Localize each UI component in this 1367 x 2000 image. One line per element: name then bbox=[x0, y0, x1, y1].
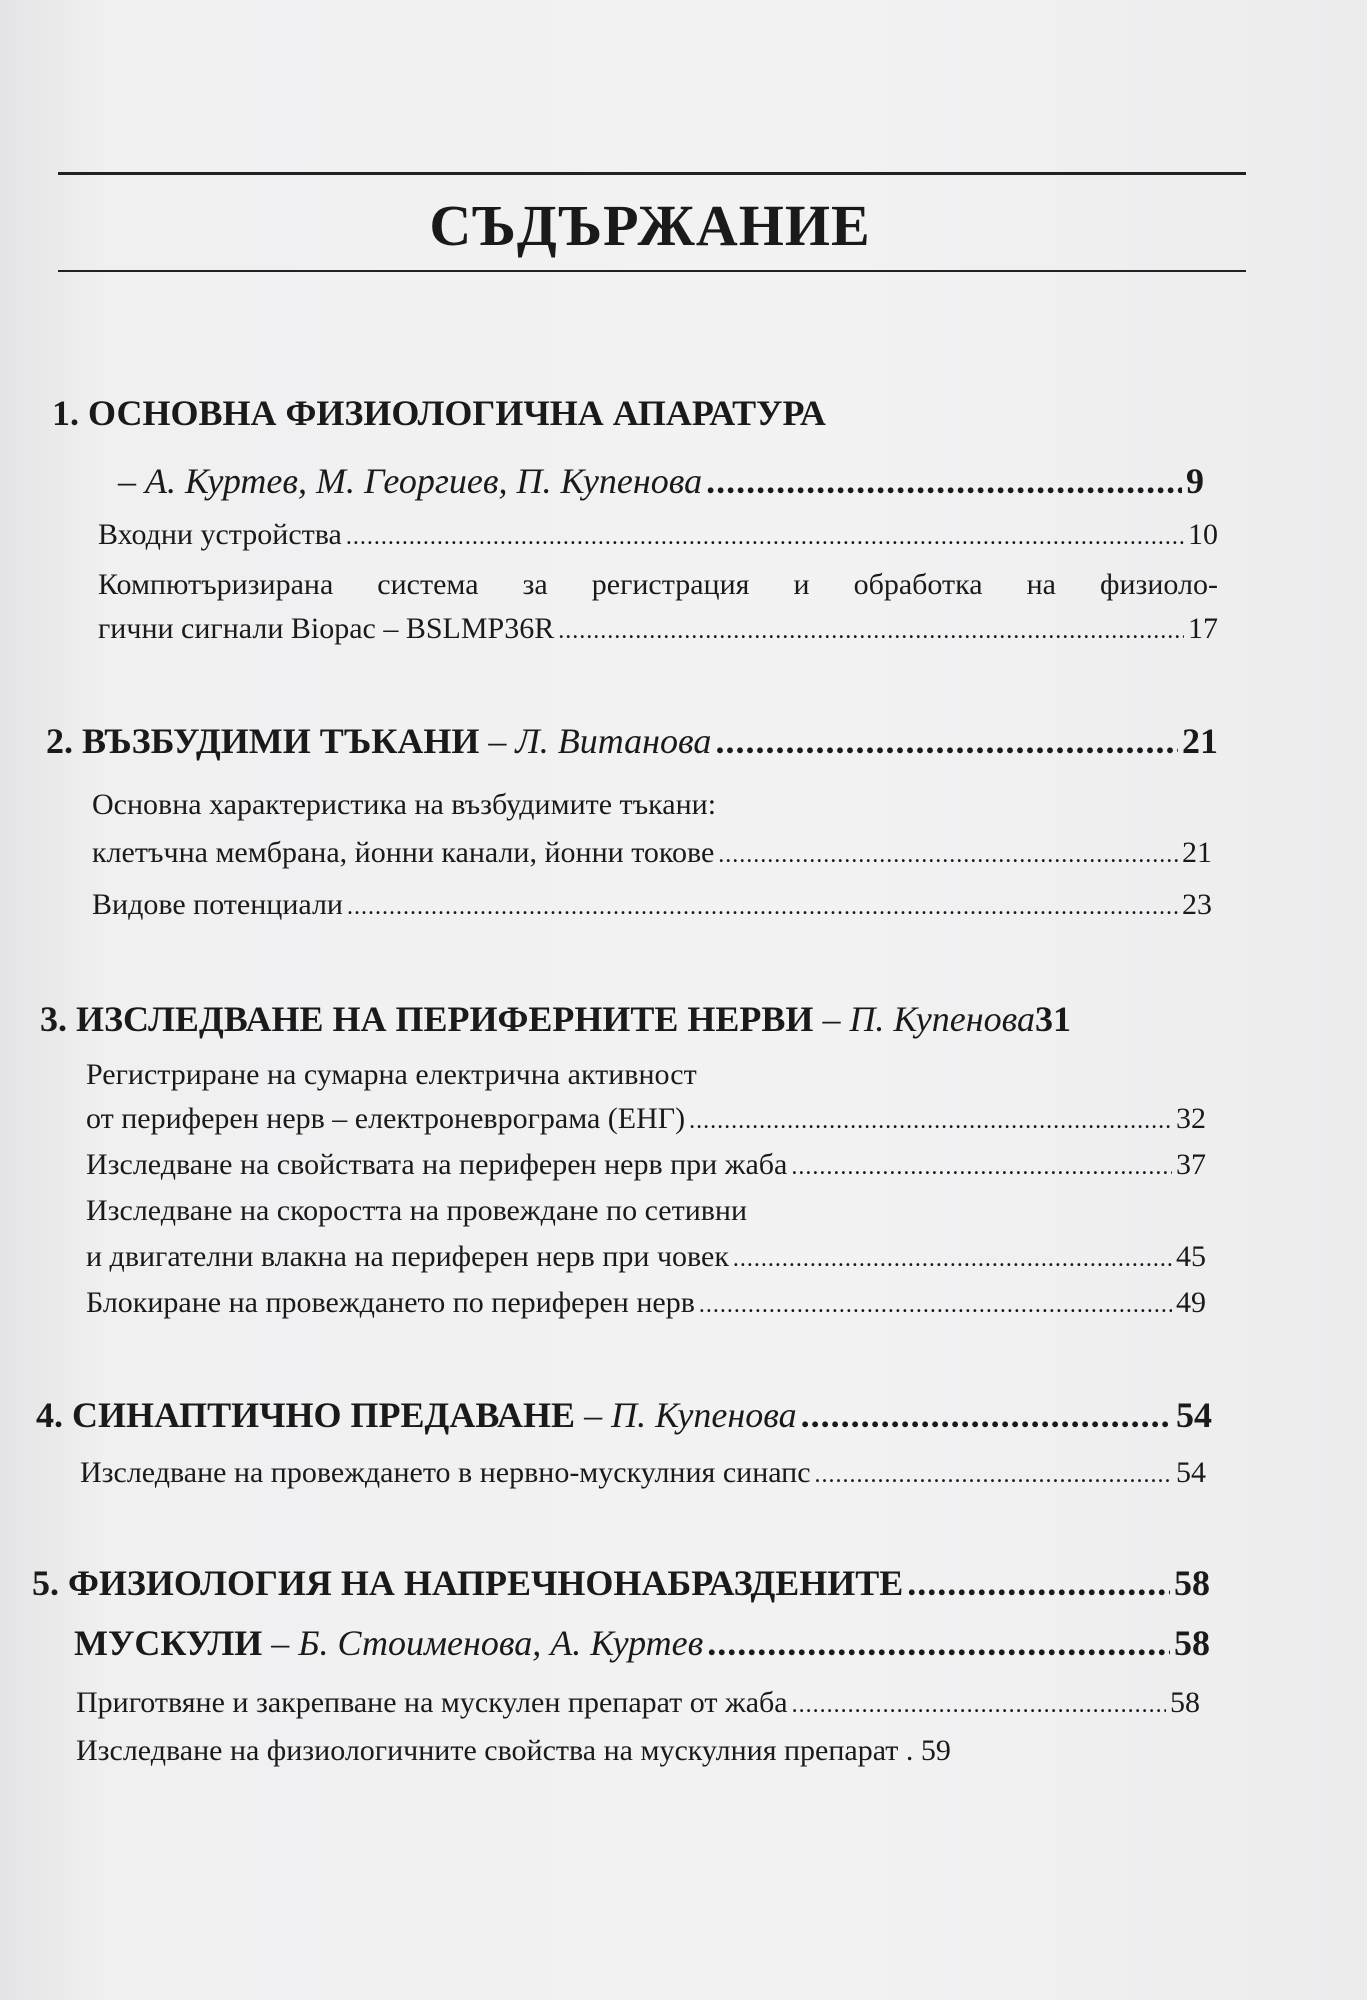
item-text: Изследване на провеждането в нервно-мускулния синапс bbox=[80, 1456, 811, 1489]
dot-leader bbox=[346, 524, 1184, 551]
dot-leader bbox=[733, 1246, 1172, 1273]
section-authors: – П. Купенова bbox=[584, 1395, 797, 1435]
dot-leader bbox=[715, 720, 1178, 762]
toc-item bbox=[80, 1456, 1206, 1490]
toc-item bbox=[92, 888, 1212, 922]
item-page: 10 bbox=[1188, 518, 1218, 551]
toc-item bbox=[86, 1286, 1206, 1320]
toc-item bbox=[92, 836, 1212, 870]
item-text: Видове потенциали bbox=[92, 888, 343, 921]
dot-leader bbox=[907, 1562, 1170, 1604]
toc-item bbox=[76, 1686, 1200, 1720]
title-rule-bottom bbox=[58, 270, 1246, 272]
item-text: Компютъризирана система за регистрация и обработка на физиоло- bbox=[98, 568, 1218, 601]
item-text: Приготвяне и закрепване на мускулен препарат от жаба bbox=[76, 1686, 788, 1719]
dot-leader bbox=[689, 1108, 1172, 1135]
section-heading: ИЗСЛЕДВАНЕ НА ПЕРИФЕРНИТЕ НЕРВИ bbox=[76, 999, 814, 1039]
item-text: Блокиране на провеждането по периферен нерв bbox=[86, 1286, 695, 1319]
dot-leader bbox=[792, 1692, 1166, 1719]
dot-leader bbox=[699, 1292, 1172, 1319]
toc-item bbox=[98, 518, 1218, 552]
dot-leader bbox=[815, 1462, 1172, 1489]
section-authors: – Б. Стоименова, А. Куртев bbox=[271, 1623, 704, 1663]
dot-leader bbox=[801, 1394, 1172, 1436]
item-text: Изследване на скоростта на провеждане по сетивни bbox=[86, 1194, 748, 1227]
section-number: 2. bbox=[46, 721, 73, 761]
item-text: и двигателни влакна на периферен нерв при човек bbox=[86, 1240, 729, 1273]
item-page: 17 bbox=[1188, 612, 1218, 645]
title-rule-top bbox=[58, 172, 1246, 175]
item-page: 59 bbox=[920, 1734, 951, 1767]
item-text: Входни устройства bbox=[98, 518, 342, 551]
item-text: Основна характеристика на възбудимите тъкани: bbox=[92, 788, 717, 821]
section-authors: – П. Купенова bbox=[822, 999, 1035, 1039]
section-page: 54 bbox=[1176, 1395, 1212, 1435]
toc-section-1-authors-line bbox=[118, 460, 1204, 502]
item-page: 21 bbox=[1182, 836, 1212, 869]
item-page: 49 bbox=[1176, 1286, 1206, 1319]
item-page: 32 bbox=[1176, 1102, 1206, 1135]
item-text: гични сигнали Biopac – BSLMP36R bbox=[98, 612, 555, 645]
toc-item: Изследване на физиологичните свойства на мускулния препарат . 59 bbox=[76, 1734, 951, 1767]
toc-item-line1 bbox=[98, 568, 1218, 602]
section-heading: ФИЗИОЛОГИЯ НА НАПРЕЧНОНАБРАЗДЕНИТЕ bbox=[68, 1563, 904, 1603]
item-text: клетъчна мембрана, йонни канали, йонни токове bbox=[92, 836, 715, 869]
section-page: 21 bbox=[1182, 721, 1218, 761]
toc-item-line1 bbox=[86, 1194, 1206, 1228]
item-text: Изследване на свойствата на периферен нерв при жаба bbox=[86, 1148, 788, 1181]
item-text: Регистриране на сумарна електрична активност bbox=[86, 1058, 697, 1091]
section-heading: ОСНОВНА ФИЗИОЛОГИЧНА АПАРАТУРА bbox=[88, 393, 826, 433]
toc-item-line1 bbox=[92, 788, 1212, 822]
item-page: 23 bbox=[1182, 888, 1212, 921]
section-authors: – Л. Витанова bbox=[488, 721, 712, 761]
item-page: 58 bbox=[1170, 1686, 1200, 1719]
section-number: 5. bbox=[32, 1563, 59, 1603]
section-heading: ВЪЗБУДИМИ ТЪКАНИ bbox=[82, 721, 480, 761]
dot-leader bbox=[707, 1622, 1170, 1664]
section-heading-line2: МУСКУЛИ bbox=[74, 1623, 263, 1663]
dot-leader bbox=[706, 460, 1182, 502]
item-page: 45 bbox=[1176, 1240, 1206, 1273]
dot-leader bbox=[558, 618, 1184, 645]
dot-leader bbox=[347, 894, 1178, 921]
section-number: 1. bbox=[52, 393, 79, 433]
section-page: 58 bbox=[1174, 1563, 1210, 1603]
toc-item bbox=[86, 1240, 1206, 1274]
item-text: от периферен нерв – електроневрограма (ЕНГ) bbox=[86, 1102, 686, 1135]
page-title: СЪДЪРЖАНИЕ bbox=[429, 193, 871, 258]
item-text: Изследване на физиологичните свойства на мускулния препарат bbox=[76, 1734, 899, 1767]
dot-leader bbox=[718, 842, 1178, 869]
toc-section-4 bbox=[36, 1394, 1212, 1436]
toc-section-1 bbox=[52, 392, 1202, 434]
toc-item-line1 bbox=[86, 1058, 1206, 1092]
toc-item bbox=[98, 612, 1218, 646]
section-page: 9 bbox=[1186, 461, 1204, 501]
section-page: 31 bbox=[1035, 999, 1071, 1039]
section-authors: – А. Куртев, М. Георгиев, П. Купенова bbox=[118, 461, 703, 501]
toc-section-2 bbox=[46, 720, 1218, 762]
section-number: 3. bbox=[40, 999, 67, 1039]
item-page: 37 bbox=[1176, 1148, 1206, 1181]
section-page: 58 bbox=[1174, 1623, 1210, 1663]
toc-item bbox=[86, 1102, 1206, 1136]
toc-section-5 bbox=[32, 1562, 1210, 1604]
toc-section-5-line2 bbox=[74, 1622, 1210, 1664]
section-number: 4. bbox=[36, 1395, 63, 1435]
section-heading: СИНАПТИЧНО ПРЕДАВАНЕ bbox=[72, 1395, 576, 1435]
dot-leader bbox=[791, 1154, 1172, 1181]
toc-item bbox=[86, 1148, 1206, 1182]
item-page: 54 bbox=[1176, 1456, 1206, 1489]
toc-section-3 bbox=[40, 998, 1212, 1040]
